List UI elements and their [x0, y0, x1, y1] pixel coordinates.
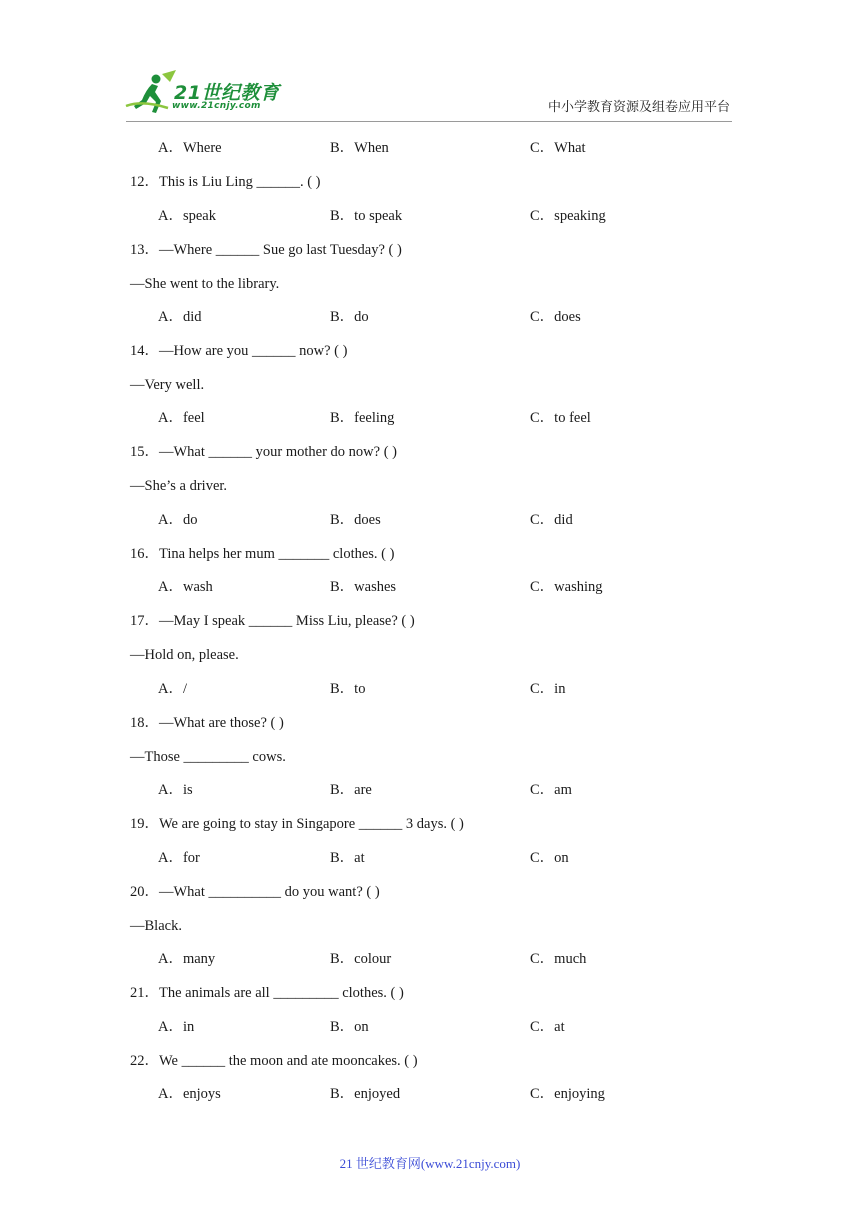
option-c: C．on [530, 850, 569, 866]
option-c: C．in [530, 681, 566, 697]
option-b: B．at [330, 850, 365, 866]
question-21: 21．The animals are all _________ clothes. ( ) [130, 985, 404, 1001]
answer-line: —She went to the library. [130, 276, 280, 292]
option-c: C．What [530, 140, 586, 156]
question-12: 12．This is Liu Ling ______. ( ) [130, 174, 321, 190]
question-16: 16．Tina helps her mum _______ clothes. ( ) [130, 546, 395, 562]
option-a: A．/ [158, 681, 187, 697]
option-a: A．in [158, 1019, 195, 1035]
option-a: A．enjoys [158, 1086, 221, 1102]
option-b: B．on [330, 1019, 369, 1035]
option-a: A．wash [158, 579, 213, 595]
option-a: A．did [158, 309, 202, 325]
answer-line: —Black. [130, 918, 182, 934]
option-c: C．to feel [530, 410, 591, 426]
logo [122, 70, 292, 116]
option-c: C．am [530, 782, 572, 798]
option-b: B．When [330, 140, 389, 156]
option-c: C．did [530, 512, 573, 528]
logo-text: 21世纪教育 [174, 82, 280, 104]
question-17: 17．—May I speak ______ Miss Liu, please? ( ) [130, 613, 415, 629]
option-b: B．colour [330, 951, 392, 967]
option-b: B．does [330, 512, 381, 528]
question-22: 22．We ______ the moon and ate mooncakes. ( ) [130, 1053, 418, 1069]
option-c: C．much [530, 951, 587, 967]
option-a: A．feel [158, 410, 205, 426]
page-header [0, 0, 860, 125]
option-a: A．speak [158, 208, 216, 224]
option-b: B．washes [330, 579, 397, 595]
option-c: C．washing [530, 579, 603, 595]
option-b: B．do [330, 309, 369, 325]
option-b: B．feeling [330, 410, 395, 426]
option-b: B．to speak [330, 208, 403, 224]
logo-url: www.21cnjy.com [172, 101, 261, 111]
option-a: A．is [158, 782, 193, 798]
answer-line: —Very well. [130, 377, 205, 393]
option-a: A．do [158, 512, 198, 528]
question-13: 13．—Where ______ Sue go last Tuesday? ( ) [130, 242, 402, 258]
option-c: C．speaking [530, 208, 606, 224]
option-b: B．enjoyed [330, 1086, 401, 1102]
page-footer[interactable]: 21 世纪教育网(www.21cnjy.com) [339, 1156, 521, 1171]
question-19: 19．We are going to stay in Singapore ______ 3 days. ( ) [130, 816, 464, 832]
option-c: C．enjoying [530, 1086, 605, 1102]
option-a: A．many [158, 951, 216, 967]
question-15: 15．—What ______ your mother do now? ( ) [130, 444, 397, 460]
platform-title: 中小学教育资源及组卷应用平台 [547, 100, 730, 115]
option-b: B．are [330, 782, 372, 798]
question-14: 14．—How are you ______ now? ( ) [130, 343, 348, 359]
question-18: 18．—What are those? ( ) [130, 715, 284, 731]
question-20: 20．—What __________ do you want? ( ) [130, 884, 380, 900]
option-c: C．does [530, 309, 581, 325]
answer-line: —She’s a driver. [130, 478, 228, 494]
answer-line: —Those _________ cows. [130, 749, 286, 765]
header-divider [126, 121, 732, 122]
answer-line: —Hold on, please. [130, 647, 239, 663]
option-a: A．for [158, 850, 200, 866]
option-a: A．Where [158, 140, 222, 156]
option-b: B．to [330, 681, 366, 697]
option-c: C．at [530, 1019, 565, 1035]
